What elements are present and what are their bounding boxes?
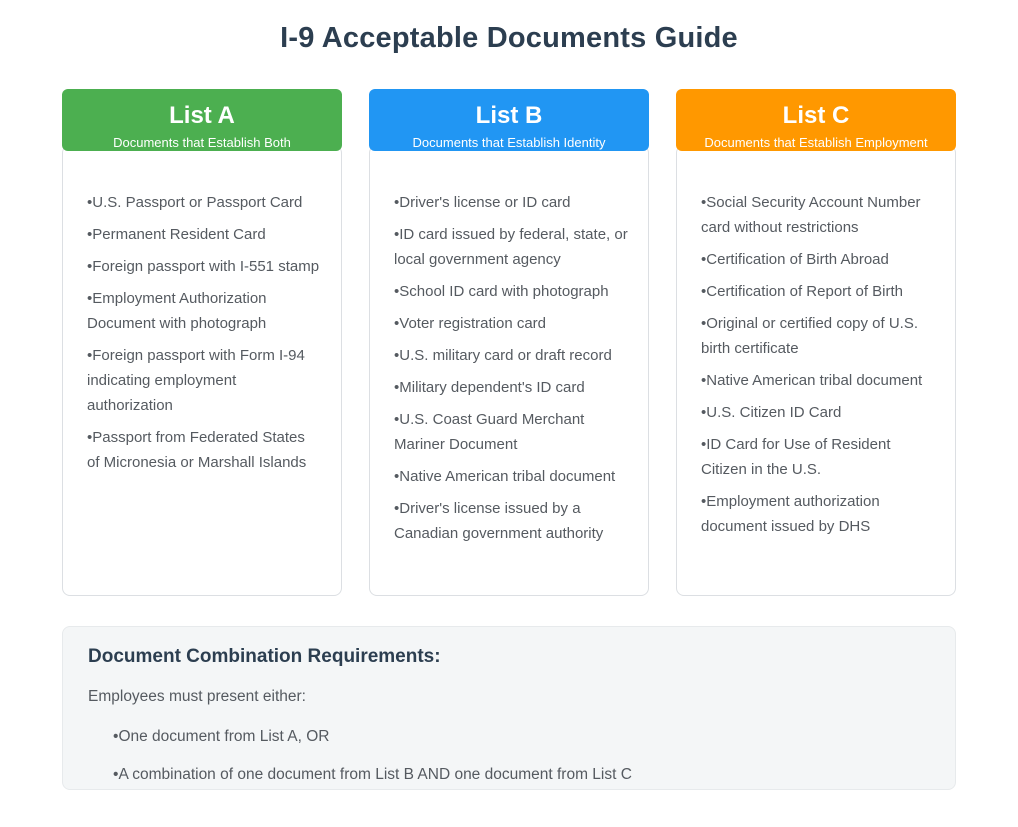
list-a-subtitle: Documents that Establish Both xyxy=(113,135,291,150)
requirement-option: • A combination of one document from List B AND one document from List C xyxy=(113,762,930,787)
list-item: • U.S. military card or draft record xyxy=(394,343,628,368)
requirements-panel xyxy=(62,626,956,790)
list-item: • Military dependent's ID card xyxy=(394,375,628,400)
list-item: • Original or certified copy of U.S. birth certificate xyxy=(701,311,935,361)
list-item: • Employment authorization document issued by DHS xyxy=(701,489,935,539)
list-b-title: List B xyxy=(475,102,543,129)
list-a-header xyxy=(62,89,342,151)
list-item: • Certification of Report of Birth xyxy=(701,279,935,304)
i9-guide-page xyxy=(0,22,1018,790)
list-item: • ID card issued by federal, state, or local government agency xyxy=(394,222,628,272)
list-c-subtitle: Documents that Establish Employment xyxy=(704,135,928,150)
list-item: • U.S. Passport or Passport Card xyxy=(87,190,321,215)
list-item: • Native American tribal document xyxy=(701,368,935,393)
list-item: • Driver's license issued by a Canadian government authority xyxy=(394,496,628,546)
list-item: • Native American tribal document xyxy=(394,464,628,489)
list-item: • Foreign passport with Form I-94 indicating employment authorization xyxy=(87,343,321,418)
list-c-header xyxy=(676,89,956,151)
list-b-card xyxy=(369,145,649,596)
document-lists xyxy=(62,89,956,596)
requirement-option: • One document from List A, OR xyxy=(113,724,930,749)
list-b-subtitle: Documents that Establish Identity xyxy=(412,135,606,150)
requirements-heading: Document Combination Requirements: xyxy=(88,646,441,667)
list-item: • Passport from Federated States of Micronesia or Marshall Islands xyxy=(87,425,321,475)
list-c-card xyxy=(676,145,956,596)
list-a-card xyxy=(62,145,342,596)
list-item: • Voter registration card xyxy=(394,311,628,336)
list-c-column xyxy=(676,89,956,596)
list-a-column xyxy=(62,89,342,596)
list-b-column xyxy=(369,89,649,596)
list-item: • Social Security Account Number card without restrictions xyxy=(701,190,935,240)
list-item: • School ID card with photograph xyxy=(394,279,628,304)
list-item: • Driver's license or ID card xyxy=(394,190,628,215)
list-item: • U.S. Citizen ID Card xyxy=(701,400,935,425)
list-b-header xyxy=(369,89,649,151)
list-a-title: List A xyxy=(169,102,235,129)
list-item: • ID Card for Use of Resident Citizen in the U.S. xyxy=(701,432,935,482)
list-item: • Foreign passport with I-551 stamp xyxy=(87,254,321,279)
list-item: • U.S. Coast Guard Merchant Mariner Document xyxy=(394,407,628,457)
list-item: • Certification of Birth Abroad xyxy=(701,247,935,272)
list-item: • Employment Authorization Document with photograph xyxy=(87,286,321,336)
list-c-title: List C xyxy=(782,102,850,129)
page-title: I-9 Acceptable Documents Guide xyxy=(280,22,738,54)
list-item: • Permanent Resident Card xyxy=(87,222,321,247)
requirements-intro: Employees must present either: xyxy=(88,688,306,705)
